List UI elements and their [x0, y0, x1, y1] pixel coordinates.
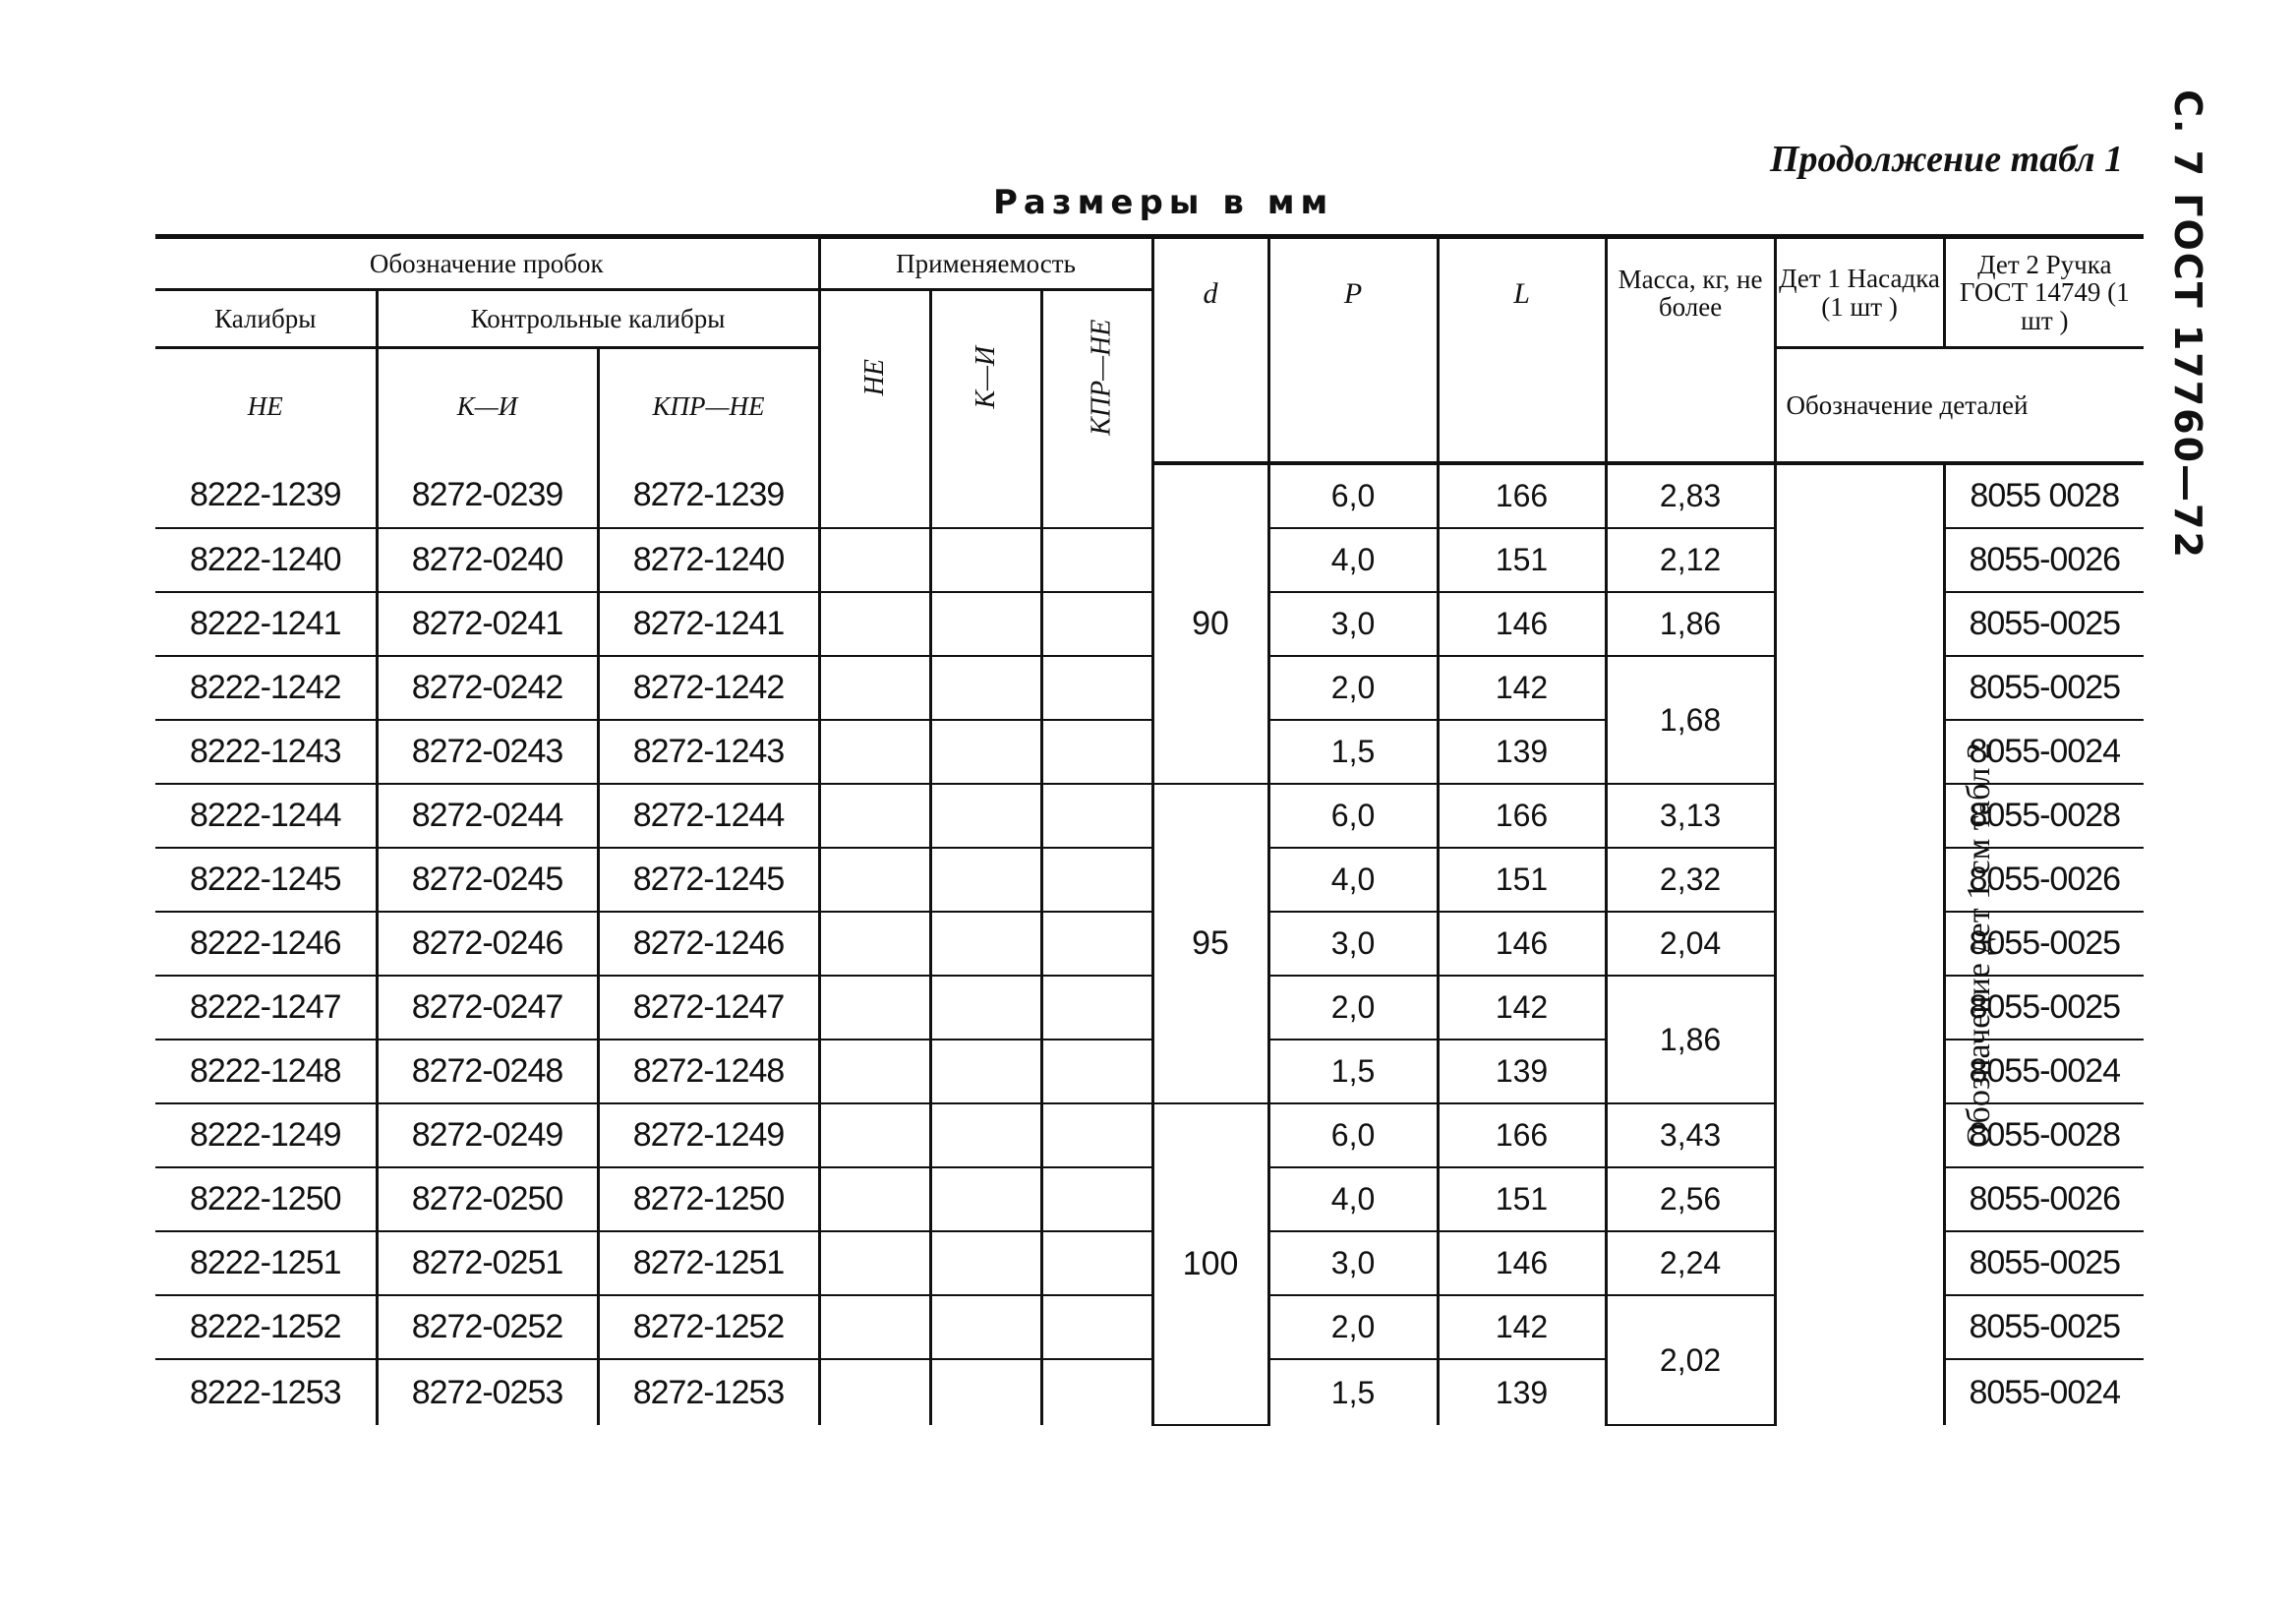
cell-app-ki [930, 1359, 1041, 1425]
cell-p: 1,5 [1268, 1359, 1438, 1425]
header-calibers: Калибры [155, 290, 377, 348]
cell-l: 142 [1438, 656, 1606, 720]
header-ki: К—И [377, 348, 598, 464]
cell-det2: 8055-0025 [1944, 592, 2144, 656]
cell-ki: 8272-0253 [377, 1359, 598, 1425]
cell-det2: 8055-0025 [1944, 976, 2144, 1040]
cell-ki: 8272-0245 [377, 848, 598, 912]
cell-app-ne [819, 1295, 930, 1359]
cell-app-kprne [1041, 1295, 1152, 1359]
header-applicability: Применяемость [819, 237, 1152, 290]
header-details-designation: Обозначение деталей [1775, 348, 2144, 464]
cell-mass: 2,32 [1606, 848, 1775, 912]
cell-app-ki [930, 1295, 1041, 1359]
cell-l: 151 [1438, 848, 1606, 912]
cell-det2: 8055-0024 [1944, 720, 2144, 784]
cell-app-ne [819, 976, 930, 1040]
cell-ki: 8272-0251 [377, 1231, 598, 1295]
cell-app-ki [930, 1103, 1041, 1167]
cell-mass: 2,02 [1606, 1295, 1775, 1425]
cell-l: 146 [1438, 592, 1606, 656]
cell-ki: 8272-0244 [377, 784, 598, 848]
cell-app-ne [819, 784, 930, 848]
cell-kprne: 8272-1241 [598, 592, 819, 656]
cell-app-ki [930, 528, 1041, 592]
cell-mass: 2,04 [1606, 912, 1775, 976]
cell-det2: 8055-0026 [1944, 1167, 2144, 1231]
cell-l: 139 [1438, 1359, 1606, 1425]
cell-ki: 8272-0248 [377, 1040, 598, 1103]
cell-l: 151 [1438, 528, 1606, 592]
page-side-label: С. 7 ГОСТ 17760—72 [2166, 89, 2209, 560]
cell-app-ne [819, 1167, 930, 1231]
cell-app-ne [819, 1040, 930, 1103]
cell-app-kprne [1041, 912, 1152, 976]
cell-l: 166 [1438, 463, 1606, 528]
cell-l: 151 [1438, 1167, 1606, 1231]
cell-ne: 8222-1244 [155, 784, 377, 848]
cell-kprne: 8272-1253 [598, 1359, 819, 1425]
cell-app-ne [819, 720, 930, 784]
cell-p: 6,0 [1268, 1103, 1438, 1167]
header-l: L [1438, 237, 1606, 348]
spec-table [155, 234, 2144, 1426]
cell-kprne: 8272-1240 [598, 528, 819, 592]
cell-det2: 8055-0024 [1944, 1040, 2144, 1103]
header-app-ki: К—И [930, 290, 1041, 464]
cell-ne: 8222-1247 [155, 976, 377, 1040]
cell-p: 6,0 [1268, 784, 1438, 848]
units-caption: Размеры в мм [993, 183, 1334, 222]
cell-ne: 8222-1240 [155, 528, 377, 592]
cell-ne: 8222-1248 [155, 1040, 377, 1103]
header-det1: Дет 1 Насадка (1 шт ) [1775, 237, 1944, 348]
cell-app-ki [930, 912, 1041, 976]
cell-app-ki [930, 1040, 1041, 1103]
table-continuation-label: Продолжение табл 1 [1770, 139, 2124, 180]
cell-mass: 2,12 [1606, 528, 1775, 592]
header-kprne: КПР—НЕ [598, 348, 819, 464]
cell-l: 146 [1438, 912, 1606, 976]
header-control-calibers: Контрольные калибры [377, 290, 819, 348]
cell-app-kprne [1041, 656, 1152, 720]
cell-det2: 8055-0026 [1944, 528, 2144, 592]
cell-app-kprne [1041, 463, 1152, 528]
header-app-ne: НЕ [819, 290, 930, 464]
cell-det2: 8055-0025 [1944, 1231, 2144, 1295]
cell-app-ne [819, 656, 930, 720]
cell-ki: 8272-0246 [377, 912, 598, 976]
cell-mass: 1,68 [1606, 656, 1775, 784]
cell-kprne: 8272-1246 [598, 912, 819, 976]
cell-app-ki [930, 976, 1041, 1040]
cell-p: 2,0 [1268, 656, 1438, 720]
cell-app-ne [819, 1231, 930, 1295]
cell-mass: 1,86 [1606, 976, 1775, 1103]
header-app-kprne: КПР—НЕ [1041, 290, 1152, 464]
cell-app-kprne [1041, 784, 1152, 848]
cell-p: 2,0 [1268, 1295, 1438, 1359]
header-ne: НЕ [155, 348, 377, 464]
cell-l: 166 [1438, 1103, 1606, 1167]
cell-l: 139 [1438, 720, 1606, 784]
cell-l: 166 [1438, 784, 1606, 848]
cell-mass: 2,83 [1606, 463, 1775, 528]
cell-reference [1775, 463, 1997, 1425]
cell-app-ne [819, 848, 930, 912]
cell-ne: 8222-1241 [155, 592, 377, 656]
cell-app-ne [819, 463, 930, 528]
header-d: d [1152, 237, 1268, 348]
cell-ne: 8222-1242 [155, 656, 377, 720]
cell-kprne: 8272-1248 [598, 1040, 819, 1103]
cell-ki: 8272-0242 [377, 656, 598, 720]
cell-ne: 8222-1251 [155, 1231, 377, 1295]
cell-kprne: 8272-1251 [598, 1231, 819, 1295]
cell-kprne: 8272-1252 [598, 1295, 819, 1359]
cell-p: 1,5 [1268, 720, 1438, 784]
header-mass: Масса, кг, не более [1606, 237, 1775, 348]
cell-app-ki [930, 720, 1041, 784]
cell-app-kprne [1041, 720, 1152, 784]
cell-mass: 1,86 [1606, 592, 1775, 656]
cell-ne: 8222-1245 [155, 848, 377, 912]
cell-app-ki [930, 784, 1041, 848]
cell-ne: 8222-1239 [155, 463, 377, 528]
cell-app-ne [819, 1359, 930, 1425]
cell-app-ne [819, 1103, 930, 1167]
cell-ki: 8272-0243 [377, 720, 598, 784]
cell-p: 2,0 [1268, 976, 1438, 1040]
cell-l: 142 [1438, 976, 1606, 1040]
cell-ne: 8222-1249 [155, 1103, 377, 1167]
cell-ki: 8272-0250 [377, 1167, 598, 1231]
cell-mass: 3,43 [1606, 1103, 1775, 1167]
cell-det2: 8055-0025 [1944, 912, 2144, 976]
cell-p: 6,0 [1268, 463, 1438, 528]
cell-d: 95 [1152, 784, 1268, 1103]
cell-l: 146 [1438, 1231, 1606, 1295]
cell-d: 100 [1152, 1103, 1268, 1425]
cell-l: 139 [1438, 1040, 1606, 1103]
header-designation: Обозначение пробок [155, 237, 819, 290]
cell-p: 1,5 [1268, 1040, 1438, 1103]
cell-app-ne [819, 592, 930, 656]
cell-l: 142 [1438, 1295, 1606, 1359]
cell-kprne: 8272-1239 [598, 463, 819, 528]
cell-ne: 8222-1250 [155, 1167, 377, 1231]
cell-kprne: 8272-1249 [598, 1103, 819, 1167]
cell-ki: 8272-0249 [377, 1103, 598, 1167]
cell-ne: 8222-1253 [155, 1359, 377, 1425]
cell-det2: 8055-0026 [1944, 848, 2144, 912]
cell-app-kprne [1041, 1231, 1152, 1295]
cell-kprne: 8272-1244 [598, 784, 819, 848]
cell-app-kprne [1041, 592, 1152, 656]
cell-det2: 8055-0025 [1944, 1295, 2144, 1359]
cell-p: 3,0 [1268, 592, 1438, 656]
cell-det2: 8055-0028 [1944, 784, 2144, 848]
cell-det2: 8055 0028 [1944, 463, 2144, 528]
cell-app-ki [930, 463, 1041, 528]
cell-app-kprne [1041, 848, 1152, 912]
cell-app-ne [819, 528, 930, 592]
cell-ne: 8222-1243 [155, 720, 377, 784]
cell-app-kprne [1041, 1359, 1152, 1425]
cell-kprne: 8272-1243 [598, 720, 819, 784]
cell-p: 4,0 [1268, 1167, 1438, 1231]
cell-ne: 8222-1246 [155, 912, 377, 976]
cell-app-ki [930, 592, 1041, 656]
cell-app-kprne [1041, 1167, 1152, 1231]
cell-ki: 8272-0239 [377, 463, 598, 528]
cell-app-kprne [1041, 528, 1152, 592]
reference-note: Обозначение дет 1 см табл 2 [1960, 742, 1997, 1149]
cell-ne: 8222-1252 [155, 1295, 377, 1359]
table-body [155, 463, 2144, 1425]
cell-det2: 8055-0025 [1944, 656, 2144, 720]
cell-p: 4,0 [1268, 528, 1438, 592]
cell-app-ne [819, 912, 930, 976]
header-p: P [1268, 237, 1438, 348]
cell-ki: 8272-0247 [377, 976, 598, 1040]
cell-app-kprne [1041, 1040, 1152, 1103]
cell-app-ki [930, 1167, 1041, 1231]
cell-ki: 8272-0240 [377, 528, 598, 592]
cell-app-ki [930, 656, 1041, 720]
cell-kprne: 8272-1250 [598, 1167, 819, 1231]
cell-app-ki [930, 1231, 1041, 1295]
cell-ki: 8272-0241 [377, 592, 598, 656]
cell-ki: 8272-0252 [377, 1295, 598, 1359]
header-det2: Дет 2 Ручка ГОСТ 14749 (1 шт ) [1944, 237, 2144, 348]
table-row [155, 463, 2144, 528]
cell-det2: 8055-0024 [1969, 1373, 2121, 1411]
cell-det2: 8055-0028 [1944, 1103, 2144, 1167]
cell-p: 3,0 [1268, 912, 1438, 976]
cell-mass: 2,56 [1606, 1167, 1775, 1231]
cell-app-kprne [1041, 1103, 1152, 1167]
cell-app-kprne [1041, 976, 1152, 1040]
cell-p: 3,0 [1268, 1231, 1438, 1295]
cell-d: 90 [1152, 463, 1268, 784]
cell-mass: 2,24 [1606, 1231, 1775, 1295]
cell-mass: 3,13 [1606, 784, 1775, 848]
cell-p: 4,0 [1268, 848, 1438, 912]
cell-kprne: 8272-1245 [598, 848, 819, 912]
cell-app-ki [930, 848, 1041, 912]
cell-kprne: 8272-1247 [598, 976, 819, 1040]
cell-kprne: 8272-1242 [598, 656, 819, 720]
